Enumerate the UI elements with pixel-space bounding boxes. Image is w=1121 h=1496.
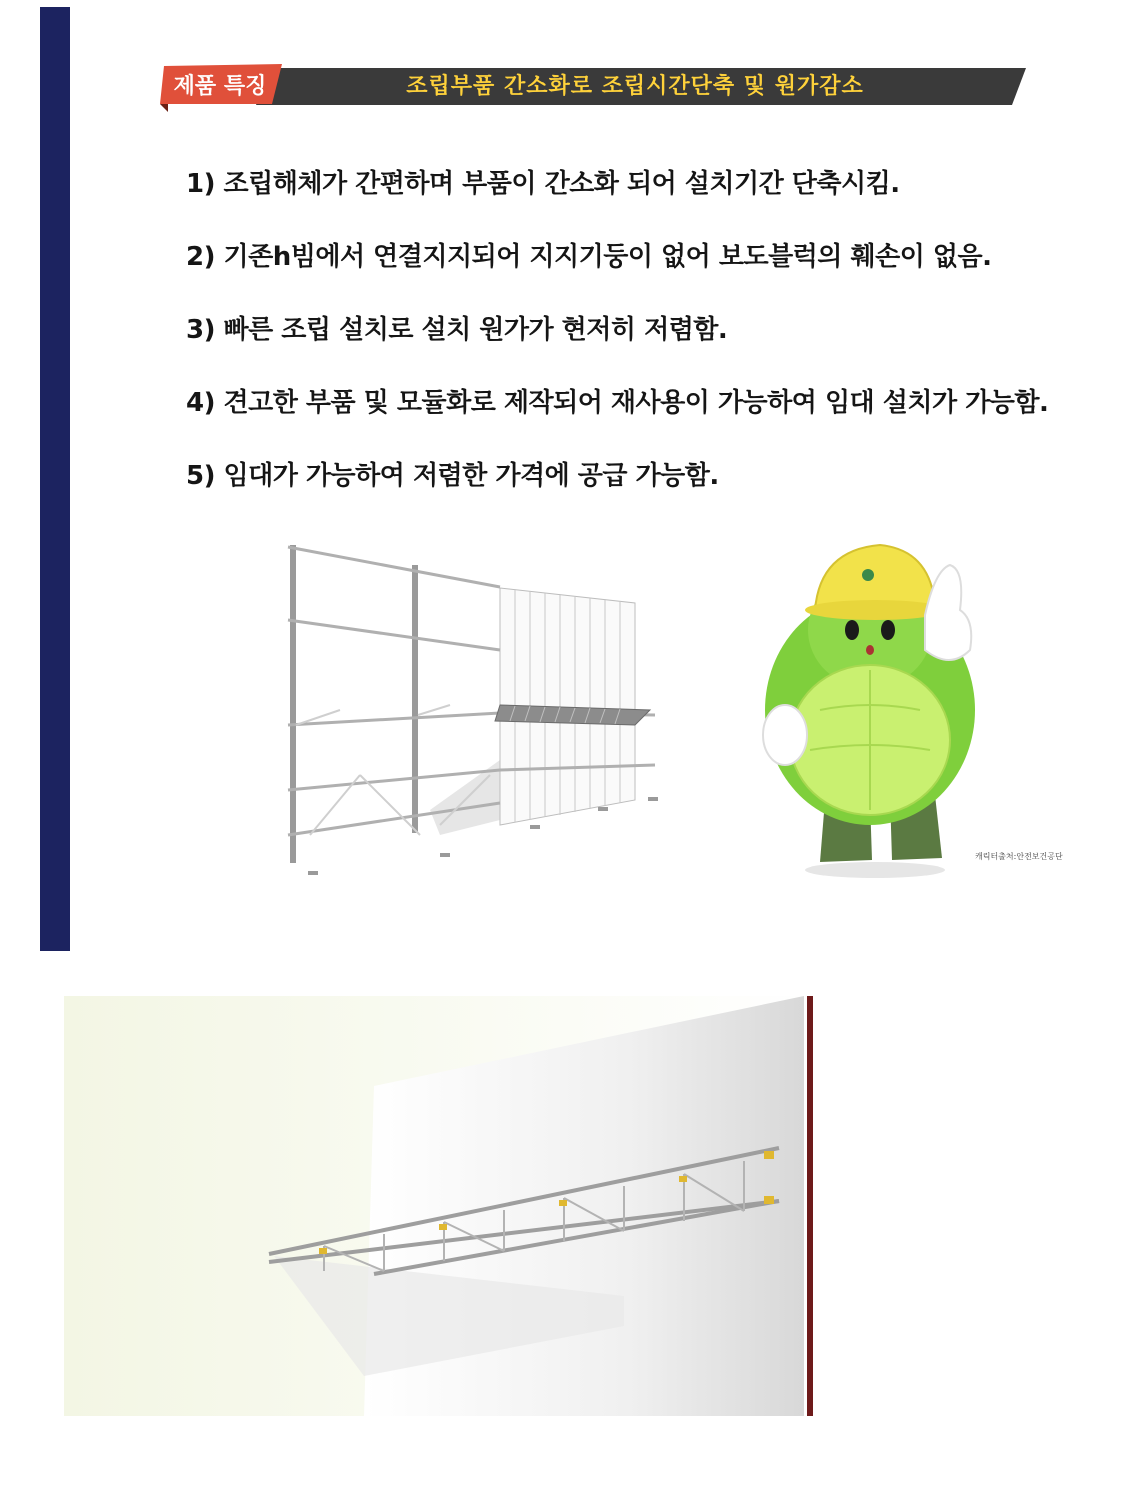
side-accent-bar — [40, 7, 70, 951]
feature-item-1: 1) 조립해체가 간편하며 부품이 간소화 되어 설치기간 단축시킴. — [186, 169, 900, 199]
feature-list — [186, 163, 1048, 528]
mascot-credit: 캐릭터출처:안전보건공단 — [975, 852, 1063, 861]
header-title: 조립부품 간소화로 조립시간단축 및 원가감소 — [406, 73, 864, 99]
section-header — [160, 64, 1026, 106]
feature-item-4: 4) 견고한 부품 및 모듈화로 제작되어 재사용이 가능하여 임대 설치가 가능함. — [186, 388, 1049, 418]
canopy-rendering — [64, 996, 818, 1416]
scaffold-illustration — [280, 535, 660, 895]
feature-item-3: 3) 빠른 조립 설치로 설치 원가가 현저히 저렴함. — [186, 315, 728, 345]
feature-item-2: 2) 기존h빔에서 연결지지되어 지지기둥이 없어 보도블럭의 훼손이 없음. — [186, 242, 992, 272]
mascot-illustration — [760, 530, 1000, 880]
feature-item-5: 5) 임대가 가능하여 저렴한 가격에 공급 가능함. — [186, 461, 719, 491]
header-tag: 제품 특징 — [173, 73, 267, 99]
